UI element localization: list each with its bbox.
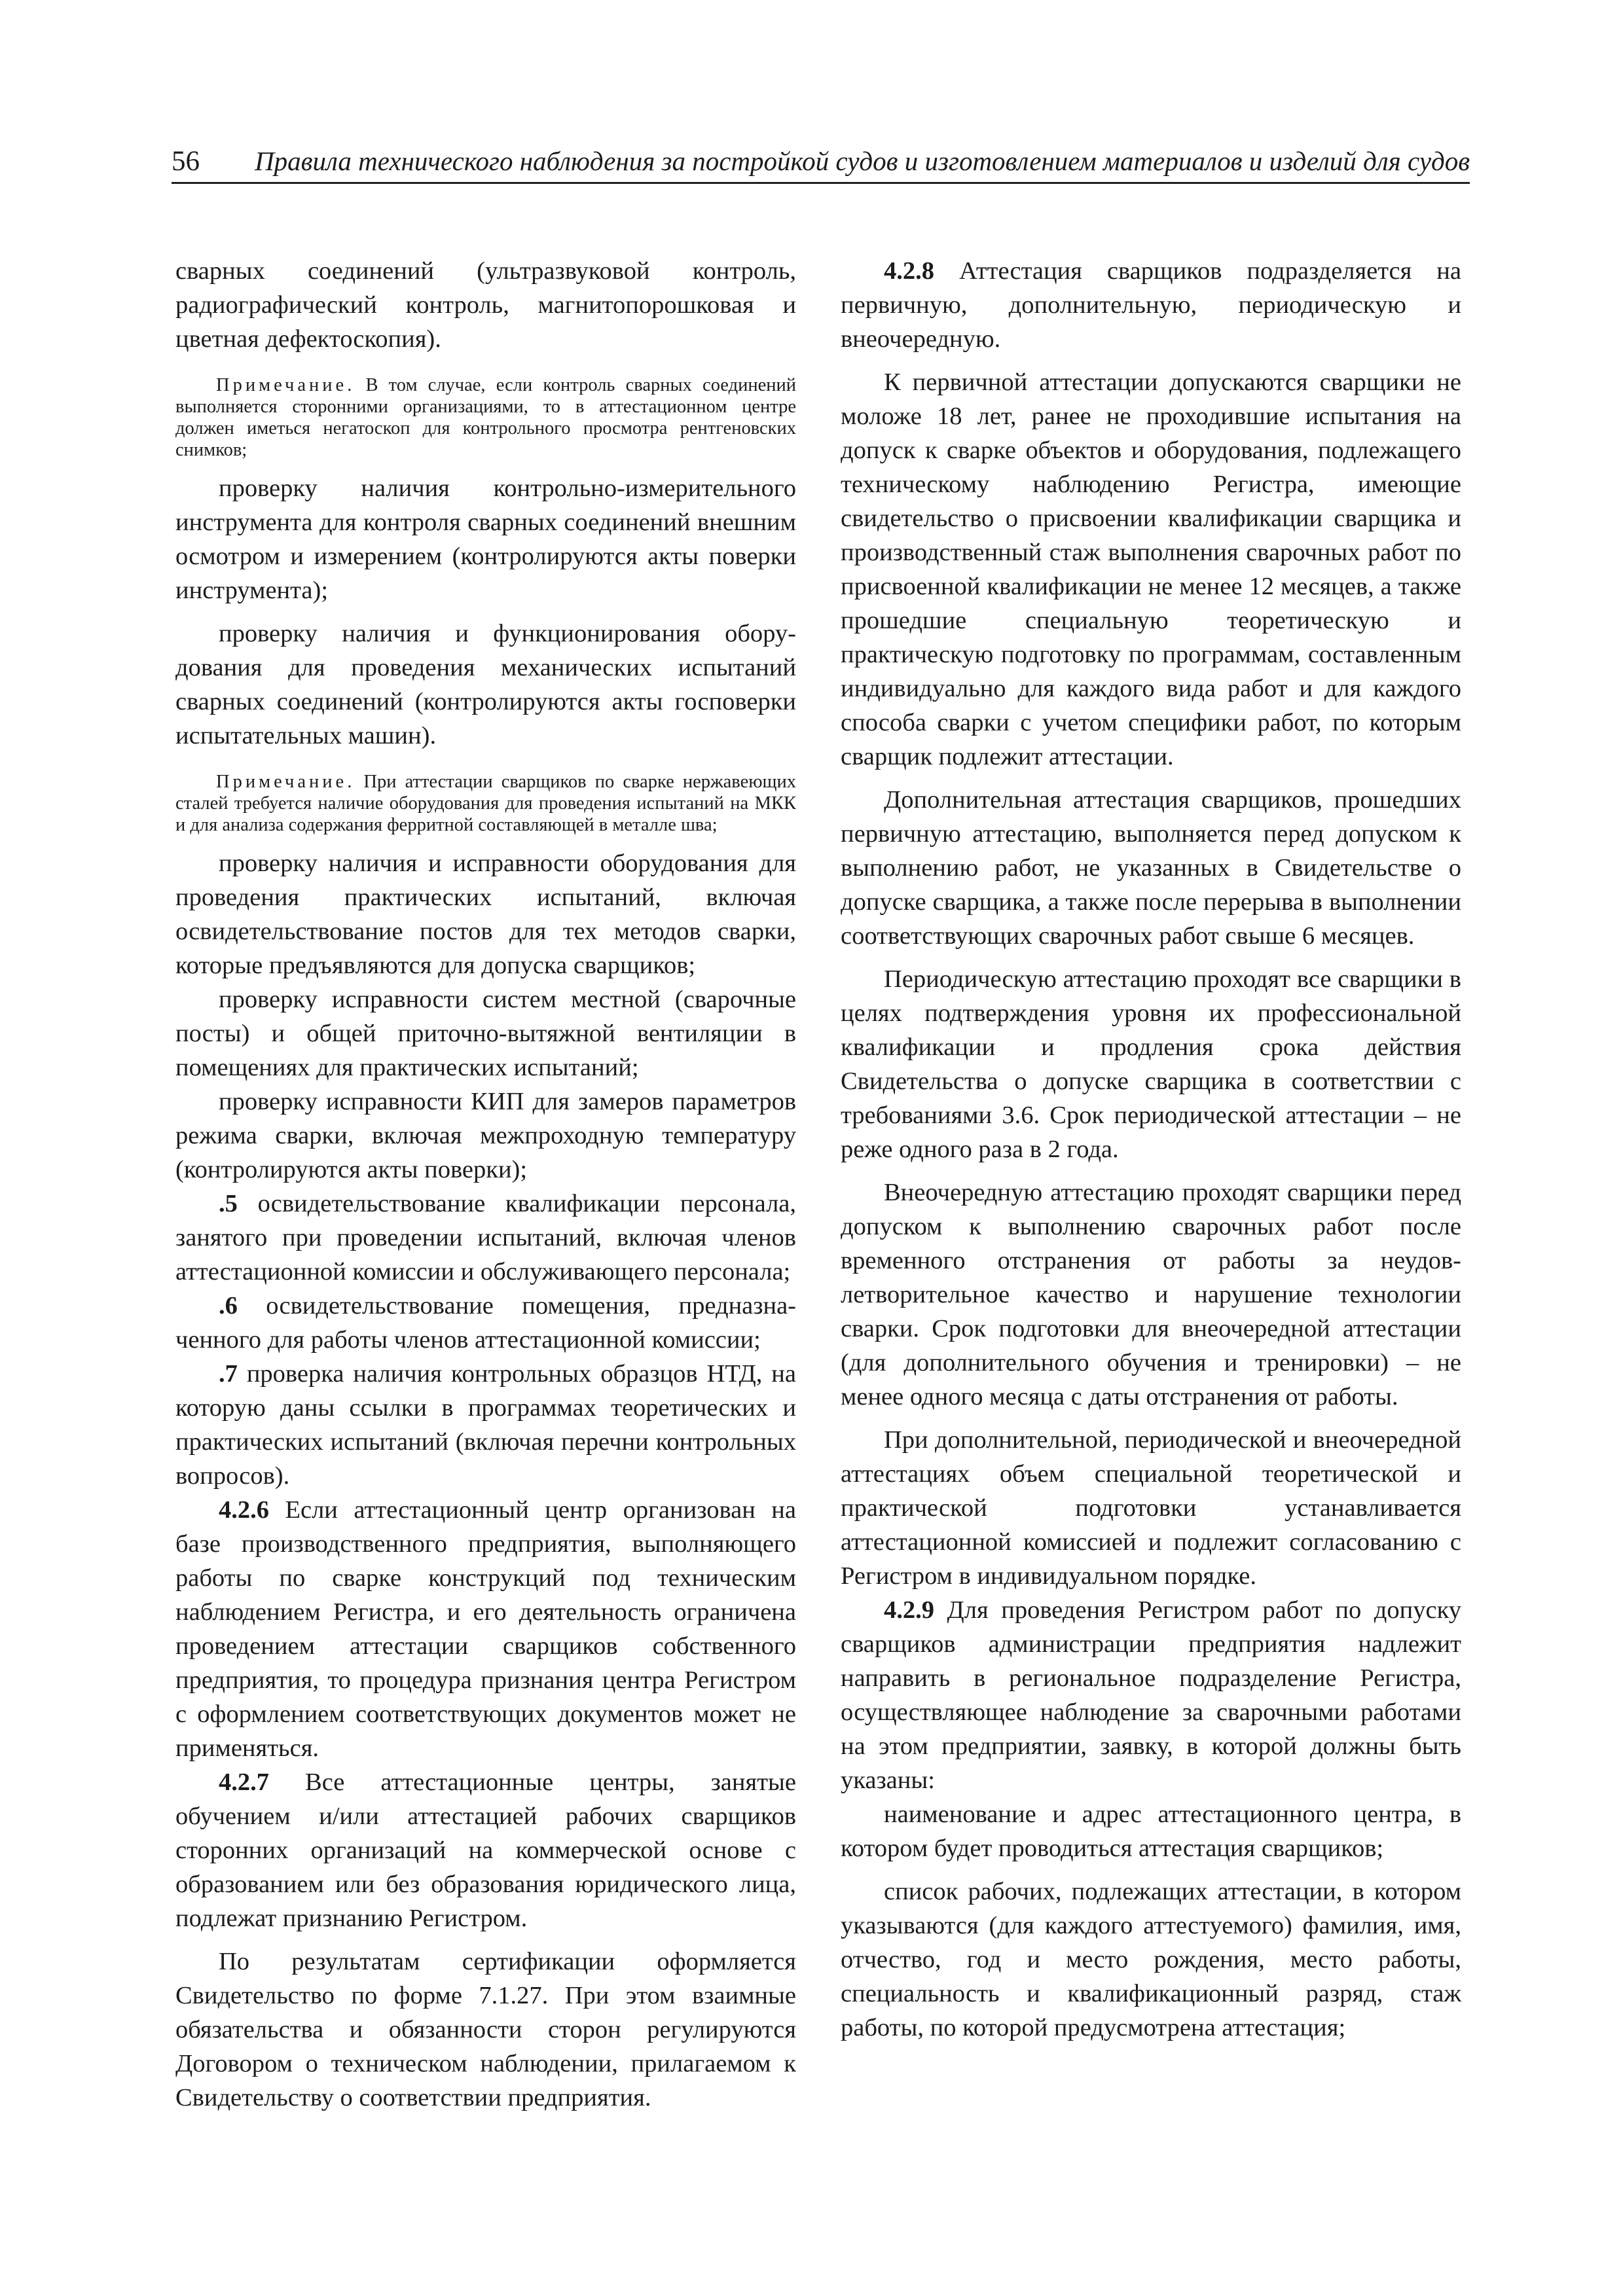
section-number: 4.2.8 xyxy=(884,257,934,285)
section-text: Аттестация сварщиков подразделяется на первичную, дополнительную, периодическую и внеочередную. xyxy=(841,257,1461,353)
item-number: .5 xyxy=(219,1190,238,1217)
section-number: 4.2.6 xyxy=(219,1496,269,1524)
paragraph: проверку наличия и функционирования оборудования для проведения механических испытаний сварных соединений (контролируются акты госповерки испытательных машин). xyxy=(175,620,796,749)
item-text: освидетельствование квалификации персонала, занятого при проведении испытаний, включая членов аттестационной комиссии и обслуживающего персонала; xyxy=(175,1190,796,1285)
section-paragraph xyxy=(841,254,1461,356)
right-column xyxy=(841,254,1461,2045)
running-title: Правила технического наблюдения за постройкой судов и изготовлением материалов и изделий для судов xyxy=(255,146,1470,176)
paragraph: Внеочередную аттестацию проходят сварщики перед допуском к выполнению сварочных работ после временного отстранения от работы за неудовлетворительное качество и нарушение технологии сварки. Срок подготовки для внеочередной аттестации (для дополнительного обучения и тренировки) – не менее одного месяца с даты отстранения от работы. xyxy=(841,1179,1461,1410)
paragraph: проверку наличия и исправности оборудования для проведения практических испытаний, включая освидетельствование постов для тех методов сварки, которые предъявляются для допуска сварщиков; xyxy=(175,850,796,979)
section-text: Все аттестационные центры, занятые обучением и/или аттестацией рабочих сварщиков сторонних организаций на коммерческой основе с образованием или без образования юридического лица, подлежат признанию Регистром. xyxy=(175,1768,796,1932)
paragraph: По результатам сертификации оформляется Свидетельство по форме 7.1.27. При этом взаимные обязательства и обязанности сторон регулируются Договором о техническом наблюдении, прилагаемом к Свидетельству о соответствии предприятия. xyxy=(175,1948,796,2111)
list-item xyxy=(175,1187,796,1289)
paragraph: К первичной аттестации допускаются сварщики не моложе 18 лет, ранее не проходившие испытания на допуск к сварке объектов и оборудования, подлежащего техническому наблюдению Регистра, имеющие свидетельство о присвоении квалификации сварщика и производственный стаж выполнения сварочных работ по присвоенной квалификации не менее 12 месяцев, а также прошедшие специальную теоретическую и практическую подготовку по программам, составленным индивидуально для каждого вида работ и для каждого способа сварки с учетом специфики работ, по которым сварщик подлежит аттестации. xyxy=(841,368,1461,770)
note-label: Примечание. xyxy=(216,375,356,395)
paragraph: Дополнительная аттестация сварщиков, прошедших первичную аттестацию, выполняется перед допуском к выполнению работ, не указанных в Свидетельстве о допуске сварщика, а также после перерыва в выполнении соответствующих сварочных работ свыше 6 месяцев. xyxy=(841,786,1461,950)
note-label: Примечание. xyxy=(216,772,356,792)
paragraph: проверку исправности КИП для замеров параметров режима сварки, включая межпроходную температуру (контролируются акты поверки); xyxy=(175,1088,796,1183)
paragraph: проверку исправности систем местной (сварочные посты) и общей приточно-вытяжной вентиляции в помещениях для практических испытаний; xyxy=(175,986,796,1081)
section-paragraph xyxy=(175,1765,796,1935)
section-paragraph xyxy=(841,1593,1461,1797)
section-paragraph xyxy=(175,1493,796,1765)
list-item xyxy=(175,1357,796,1493)
paragraph: проверку наличия контрольно-измерительного инструмента для контроля сварных соединений внешним осмотром и измерением (контролируются акты поверки инструмента); xyxy=(175,475,796,604)
paragraph: Периодическую аттестацию проходят все сварщики в целях подтверждения уровня их профессиональной квалификации и продления срока действия Свидетельства о допуске сварщика в соответствии с требованиями 3.6. Срок периодической аттестации – не реже одного раза в 2 года. xyxy=(841,965,1461,1163)
section-number: 4.2.9 xyxy=(884,1596,934,1624)
paragraph: наименование и адрес аттестационного центра, в котором будет проводиться аттестация сварщиков; xyxy=(841,1801,1461,1862)
item-text: проверка наличия контрольных образцов НТД, на которую даны ссылки в программах теоретических и практических испытаний (включая перечни контрольных вопросов). xyxy=(175,1360,796,1490)
note-text: При аттестации сварщиков по сварке нержавеющих сталей требуется наличие оборудования для проведения испытаний на МКК и для анализа содержания ферритной составляющей в металле шва; xyxy=(175,772,796,835)
page-number: 56 xyxy=(172,146,200,177)
note-text: В том случае, если контроль сварных соединений выполняется сторонними организациями, то в аттестационном центре должен иметься негатоскоп для контрольного просмотра рентгеновских снимков; xyxy=(175,375,796,460)
section-number: 4.2.7 xyxy=(219,1768,269,1796)
note xyxy=(175,374,796,461)
section-text: Для проведения Регистром работ по допуску сварщиков администрации предприятия надлежит направить в региональное подразделение Регистра, осуществляющее наблюдение за сварочными работами на этом предприятии, заявку, в которой должны быть указаны: xyxy=(841,1596,1461,1794)
note xyxy=(175,771,796,836)
section-text: Если аттестационный центр организован на базе производственного предприятия, выполняющего работы по сварке конструкций под техническим наблюдением Регистра, и его деятельность ограничена проведением аттестации сварщиков собственного предприятия, то процедура признания центра Регистром с оформлением соответствующих документов может не применяться. xyxy=(175,1496,796,1762)
item-number: .6 xyxy=(219,1292,238,1319)
paragraph: При дополнительной, периодической и внеочередной аттестациях объем специальной теоретической и практической подготовки устанавливается аттестационной комиссией и подлежит согласованию с Регистром в индивидуальном порядке. xyxy=(841,1426,1461,1590)
paragraph: список рабочих, подлежащих аттестации, в котором указываются (для каждого аттестуемого) фамилия, имя, отчество, год и место рождения, место работы, специальность и квалификационный разряд, стаж работы, по которой предусмотрена аттестация; xyxy=(841,1878,1461,2041)
paragraph: сварных соединений (ультразвуковой контроль, радиографический контроль, магнитопорошковая и цветная дефектоскопия). xyxy=(175,257,796,353)
item-number: .7 xyxy=(219,1360,238,1388)
page-header xyxy=(172,143,1470,184)
left-column xyxy=(175,254,796,2115)
item-text: освидетельствование помещения, предназначенного для работы членов аттестационной комиссии; xyxy=(175,1292,796,1354)
list-item xyxy=(175,1289,796,1357)
